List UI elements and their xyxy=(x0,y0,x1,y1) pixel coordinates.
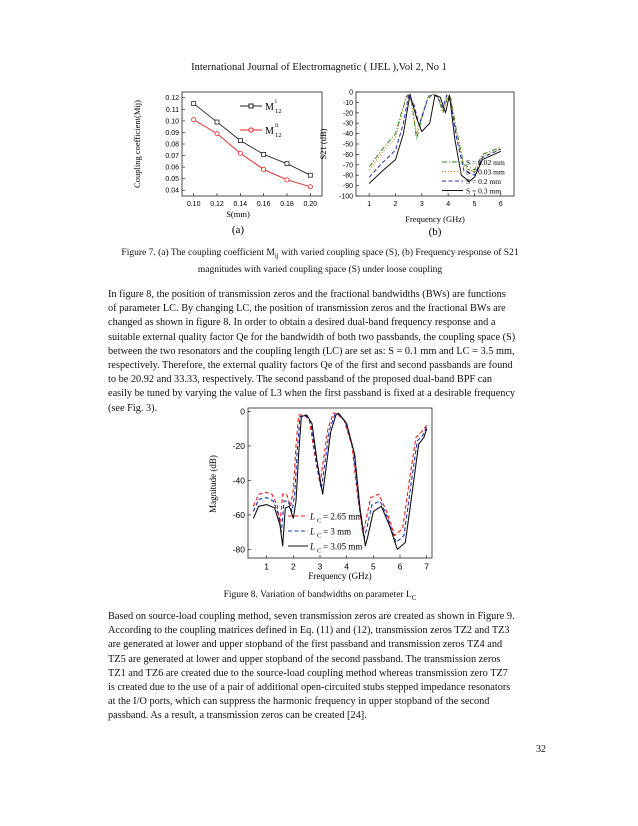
y-tick-label: -40 xyxy=(232,475,245,486)
y-tick-label: -60 xyxy=(342,151,353,159)
x-tick-label: 0.18 xyxy=(280,201,294,208)
y-tick-label: -20 xyxy=(342,110,353,118)
para1-line: to be 20.92 and 33.33, respectively. The second passband of the proposed dual-band BPF can xyxy=(108,374,493,386)
fig7a-chart xyxy=(132,92,322,236)
para2-line: passband. As a result, a transmission zeros can be created [24]. xyxy=(108,710,367,722)
fig7a-data-point xyxy=(308,173,312,177)
fig7-label-a: (a) xyxy=(231,224,245,236)
para2-line: at the I/O ports, which can suppress the harmonic frequency in upper stopband of the second xyxy=(108,696,490,708)
paragraph-1 xyxy=(108,288,538,416)
para2-line: is created due to the use of a pair of additional open-circuited stubs stepped impedance resonators xyxy=(108,682,511,694)
fig7a-y-label: Coupling coefficient(Mij) xyxy=(132,100,142,188)
legend-marker xyxy=(249,104,253,108)
legend-marker xyxy=(249,128,253,132)
legend-label: M xyxy=(265,126,274,137)
legend-label-sup: II xyxy=(275,123,279,129)
para1-line: between the two resonators and the coupling length (LC) are set as: S = 0.1 mm and LC = 3.5 mm, xyxy=(108,345,515,357)
y-tick-label: 0.09 xyxy=(165,129,179,137)
figure-7 xyxy=(120,82,520,242)
fig7a-data-point xyxy=(215,120,219,124)
x-tick-label: 1 xyxy=(367,201,372,208)
fig7a-data-point xyxy=(285,178,289,182)
legend-label-value: = 3.05 mm xyxy=(323,541,363,552)
page-number: 32 xyxy=(536,744,546,755)
fig7a-series-line xyxy=(194,104,311,176)
legend-label: L xyxy=(310,526,316,537)
y-tick-label: -40 xyxy=(342,131,353,139)
x-tick-label: 2 xyxy=(290,561,296,572)
para1-line: of parameter LC. By changing LC, the position of transmission zeros and the fractional BWs are xyxy=(108,303,506,315)
fig8-caption-sub: C xyxy=(411,593,417,602)
para2-line: TZ5 are generated at lower and upper stopband of the second passband. The transmission zeros xyxy=(108,653,501,665)
y-tick-label: 0.05 xyxy=(165,176,179,184)
fig7a-data-point xyxy=(308,185,312,189)
legend-label-sub: C xyxy=(317,532,322,540)
y-tick-label: -10 xyxy=(342,99,353,107)
fig7-caption xyxy=(100,246,540,277)
legend-label-sup: I xyxy=(275,99,277,105)
legend-label: M xyxy=(265,102,274,113)
fig8-legend xyxy=(288,512,362,555)
y-tick-label: -90 xyxy=(342,183,353,191)
x-tick-label: 0.20 xyxy=(303,201,318,208)
para1-line: changed as shown in figure 8. In order to obtain a desired dual-band frequency response and a xyxy=(108,317,496,329)
paragraph-2 xyxy=(108,610,538,724)
y-tick-label: -20 xyxy=(232,440,245,451)
x-tick-label: 5 xyxy=(370,561,376,572)
x-tick-label: 3 xyxy=(317,561,323,572)
para1-line: respectively. Therefore, the external quality factors Qe of the first and second passbands are found xyxy=(108,360,513,372)
para2-line: According to the coupling matrices defined in Eq. (11) and (12), transmission zeros TZ2 and TZ3 xyxy=(108,625,510,637)
fig7a-series xyxy=(192,102,313,189)
legend-label-sub: 12 xyxy=(275,132,282,139)
fig7a-data-point xyxy=(192,118,196,122)
fig7a-x-ticks xyxy=(187,193,317,208)
fig7b-legend xyxy=(442,158,505,196)
para1-line: suitable external quality factor Qe for the bandwidth of both two passbands, the coupling space (S) xyxy=(108,331,516,343)
legend-label: S = 0.03 mm xyxy=(466,167,505,177)
legend-label-value: = 2.65 mm xyxy=(323,511,363,522)
legend-label-sub: C xyxy=(317,547,322,555)
x-tick-label: 0.14 xyxy=(233,201,248,208)
para1-line: easily be tuned by varying the value of L3 when the first passband is fixed at a desirable frequency xyxy=(108,388,516,400)
x-tick-label: 0.12 xyxy=(210,201,224,208)
x-tick-label: 0.16 xyxy=(256,201,271,208)
para2-line: are generated at lower and upper stopband of the first passband and transmission zeros TZ4 and xyxy=(108,639,503,651)
y-tick-label: 0.12 xyxy=(165,95,179,103)
fig7-caption-part1: Figure 7. (a) The coupling coefficient M xyxy=(121,248,275,258)
fig7-caption-part2: with varied coupling space (S), (b) Frequency response of S21 xyxy=(278,248,519,258)
y-tick-label: 0 xyxy=(349,89,353,97)
para2-line: TZ1 and TZ6 are created due to the source-load coupling method whereas transmission zero TZ7 xyxy=(108,667,508,679)
fig7b-x-label: Frequency (GHz) xyxy=(405,214,465,224)
x-tick-label: 0.10 xyxy=(186,201,201,208)
legend-label: L xyxy=(310,511,316,522)
para1-line: In figure 8, the position of transmission zeros and the fractional bandwidths (BWs) are functions xyxy=(108,289,506,300)
legend-label: S = 0.3 mm xyxy=(466,186,502,196)
y-tick-label: -80 xyxy=(342,172,353,180)
fig7a-data-point xyxy=(262,167,266,171)
figure-8 xyxy=(200,404,450,584)
fig7a-data-point xyxy=(215,132,219,136)
legend-label: S = 0.2 mm xyxy=(466,176,502,186)
fig8-caption xyxy=(100,588,540,605)
fig7a-data-point xyxy=(238,151,242,155)
x-tick-label: 2 xyxy=(393,201,398,208)
y-tick-label: -70 xyxy=(342,162,353,170)
fig7a-legend xyxy=(240,99,282,139)
fig7-label-b: (b) xyxy=(428,226,442,238)
legend-label-sub: 12 xyxy=(275,108,282,115)
fig7a-data-point xyxy=(285,162,289,166)
fig7a-data-point xyxy=(238,139,242,143)
fig7b-chart xyxy=(318,89,514,238)
y-tick-label: -80 xyxy=(232,544,245,555)
y-tick-label: -50 xyxy=(342,141,353,149)
legend-label-value: = 3 mm xyxy=(323,526,352,537)
y-tick-label: 0.04 xyxy=(165,187,179,195)
fig7-caption-sub: ij xyxy=(274,251,279,260)
legend-label-sub: C xyxy=(317,517,322,525)
y-tick-label: 0.06 xyxy=(165,164,179,172)
para2-line: Based on source-load coupling method, seven transmission zeros are created as shown in Figure 9. xyxy=(108,611,515,622)
fig8-y-label: Magnitude (dB) xyxy=(208,455,218,513)
x-tick-label: 7 xyxy=(424,561,430,572)
y-tick-label: 0 xyxy=(240,406,245,417)
y-tick-label: 0.10 xyxy=(165,118,179,126)
fig7a-x-label: S(mm) xyxy=(226,209,250,219)
fig8-caption-text: Figure 8. Variation of bandwidths on parameter L xyxy=(223,590,412,600)
x-tick-label: 4 xyxy=(344,561,350,572)
fig7a-data-point xyxy=(262,152,266,156)
y-tick-label: -60 xyxy=(232,509,245,520)
y-tick-label: 0.07 xyxy=(165,153,179,161)
journal-header: International Journal of Electromagnetic ( IJEL ),Vol 2, No 1 xyxy=(191,62,447,73)
fig8-x-ticks xyxy=(264,555,429,572)
x-tick-label: 6 xyxy=(498,201,503,208)
y-tick-label: -30 xyxy=(342,120,353,128)
x-tick-label: 5 xyxy=(472,201,477,208)
legend-label: S = 0.02 mm xyxy=(466,157,505,167)
para1-line: (see Fig. 3). xyxy=(108,402,158,414)
fig7b-y-label: S21 (dB) xyxy=(318,128,328,160)
fig7a-data-point xyxy=(192,102,196,106)
y-tick-label: 0.08 xyxy=(165,141,179,149)
fig7-caption-line2: magnitudes with varied coupling space (S) under loose coupling xyxy=(197,264,443,275)
x-tick-label: 3 xyxy=(419,201,424,208)
x-tick-label: 6 xyxy=(397,561,403,572)
x-tick-label: 1 xyxy=(264,561,270,572)
x-tick-label: 4 xyxy=(446,201,451,208)
y-tick-label: 0.11 xyxy=(165,106,179,114)
y-tick-label: -100 xyxy=(338,193,353,201)
fig8-x-label: Frequency (GHz) xyxy=(308,571,372,581)
legend-label: L xyxy=(310,541,316,552)
